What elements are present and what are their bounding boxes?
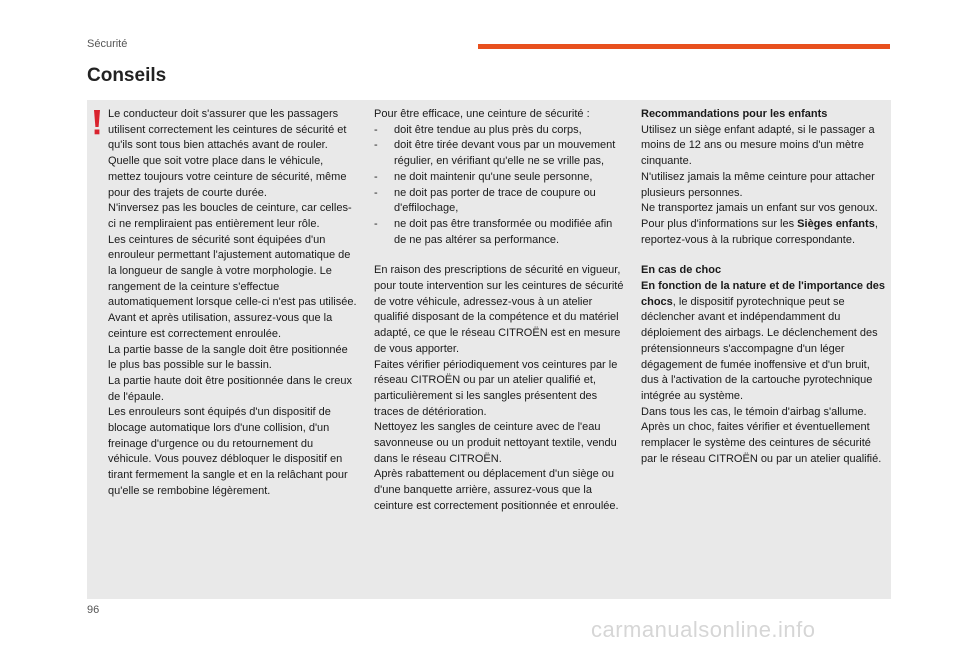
paragraph: En raison des prescriptions de sécurité en vigueur, pour toute intervention sur les ceintures de sécurité de votre véhicule, adressez-vous à un atelier qualifié disposant de la compétence et du matériel adapté, ce que le réseau CITROËN est en mesure de vous apporter. xyxy=(374,264,624,355)
paragraph: La partie haute doit être positionnée dans le creux de l'épaule. xyxy=(108,374,352,403)
column-general-advice xyxy=(108,107,358,500)
paragraph: Faites vérifier périodiquement vos ceintures par le réseau CITROËN ou par un atelier qualifié et, particulièrement si les sangles présentent des traces de détérioration. xyxy=(374,358,618,418)
page-number: 96 xyxy=(87,604,100,616)
requirements-list xyxy=(374,123,624,249)
paragraph: Les ceintures de sécurité sont équipées d'un enrouleur permettant l'ajustement automatique de la longueur de sangle à votre morphologie. Le rangement de la ceinture s'effectue automatiquement lorsque celle-ci n'est pas utilisée. xyxy=(108,233,357,309)
child-seats-reference: Sièges enfants xyxy=(797,217,875,230)
column-children-and-crash xyxy=(641,107,889,467)
paragraph: Ne transportez jamais un enfant sur vos genoux. xyxy=(641,202,878,215)
list-intro: Pour être efficace, une ceinture de sécurité : xyxy=(374,108,590,120)
paragraph: Après un choc, faites vérifier et éventuellement remplacer le système des ceintures de sécurité par le réseau CITROËN ou par un atelier qualifié. xyxy=(641,421,882,465)
section-label: Sécurité xyxy=(87,38,128,50)
list-item: - ne doit pas être transformée ou modifiée afin de ne pas altérer sa performance. xyxy=(374,217,624,248)
paragraph: Utilisez un siège enfant adapté, si le passager a moins de 12 ans ou mesure moins d'un mètre cinquante. xyxy=(641,123,875,168)
paragraph: Après rabattement ou déplacement d'un siège ou d'une banquette arrière, assurez-vous que la ceinture est correctement positionnée et enroulée. xyxy=(374,468,619,512)
paragraph: Dans tous les cas, le témoin d'airbag s'allume. xyxy=(641,405,867,418)
warning-exclamation-icon xyxy=(93,109,101,135)
list-item: - doit être tirée devant vous par un mouvement régulier, en vérifiant qu'elle ne se vrille pas, xyxy=(374,138,624,169)
paragraph: Avant et après utilisation, assurez-vous que la ceinture est correctement enroulée. xyxy=(108,312,333,340)
paragraph: N'inversez pas les boucles de ceinture, car celles-ci ne rempliraient pas entièrement leur rôle. xyxy=(108,202,352,230)
paragraph: Les enrouleurs sont équipés d'un dispositif de blocage automatique lors d'une collision, d'un freinage d'urgence ou du retournement du véhicule. Vous pouvez débloquer le dispositif en tirant fermement la sangle et en la relâchant pour qu'elle se rembobine légèrement. xyxy=(108,406,348,497)
paragraph: En fonction de la nature et de l'importance des chocs, le dispositif pyrotechnique peut se déclencher avant et indépendamment du déploiement des airbags. Le déclenchement des prétensionneurs s'accompagne d'un léger dégagement de fumée inoffensive et d'un bruit, dus à l'activation de la cartouche pyrotechnique intégrée au système. xyxy=(641,280,886,402)
page-title: Conseils xyxy=(87,65,167,86)
column-belt-requirements xyxy=(374,107,624,515)
children-heading: Recommandations pour les enfants xyxy=(641,108,828,120)
crash-heading: En cas de choc xyxy=(641,264,722,277)
list-item: - doit être tendue au plus près du corps, xyxy=(374,123,624,139)
paragraph: Quelle que soit votre place dans le véhicule, mettez toujours votre ceinture de sécurité, même pour des trajets de courte durée. xyxy=(108,155,347,199)
paragraph: Le conducteur doit s'assurer que les passagers utilisent correctement les ceintures de sécurité et qu'ils sont tous bien attachés avant de rouler. xyxy=(108,108,347,152)
watermark: carmanualsonline.info xyxy=(591,617,816,642)
section-accent-bar xyxy=(478,44,890,49)
paragraph: Pour plus d'informations sur les Sièges enfants, reportez-vous à la rubrique correspondante. xyxy=(641,217,878,246)
list-item: - ne doit maintenir qu'une seule personne, xyxy=(374,170,624,186)
paragraph: Nettoyez les sangles de ceinture avec de l'eau savonneuse ou un produit nettoyant textile, vendu dans le réseau CITROËN. xyxy=(374,421,617,465)
list-item: - ne doit pas porter de trace de coupure ou d'effilochage, xyxy=(374,186,624,217)
paragraph: La partie basse de la sangle doit être positionnée le plus bas possible sur le bassin. xyxy=(108,343,348,372)
paragraph: N'utilisez jamais la même ceinture pour attacher plusieurs personnes. xyxy=(641,170,875,199)
